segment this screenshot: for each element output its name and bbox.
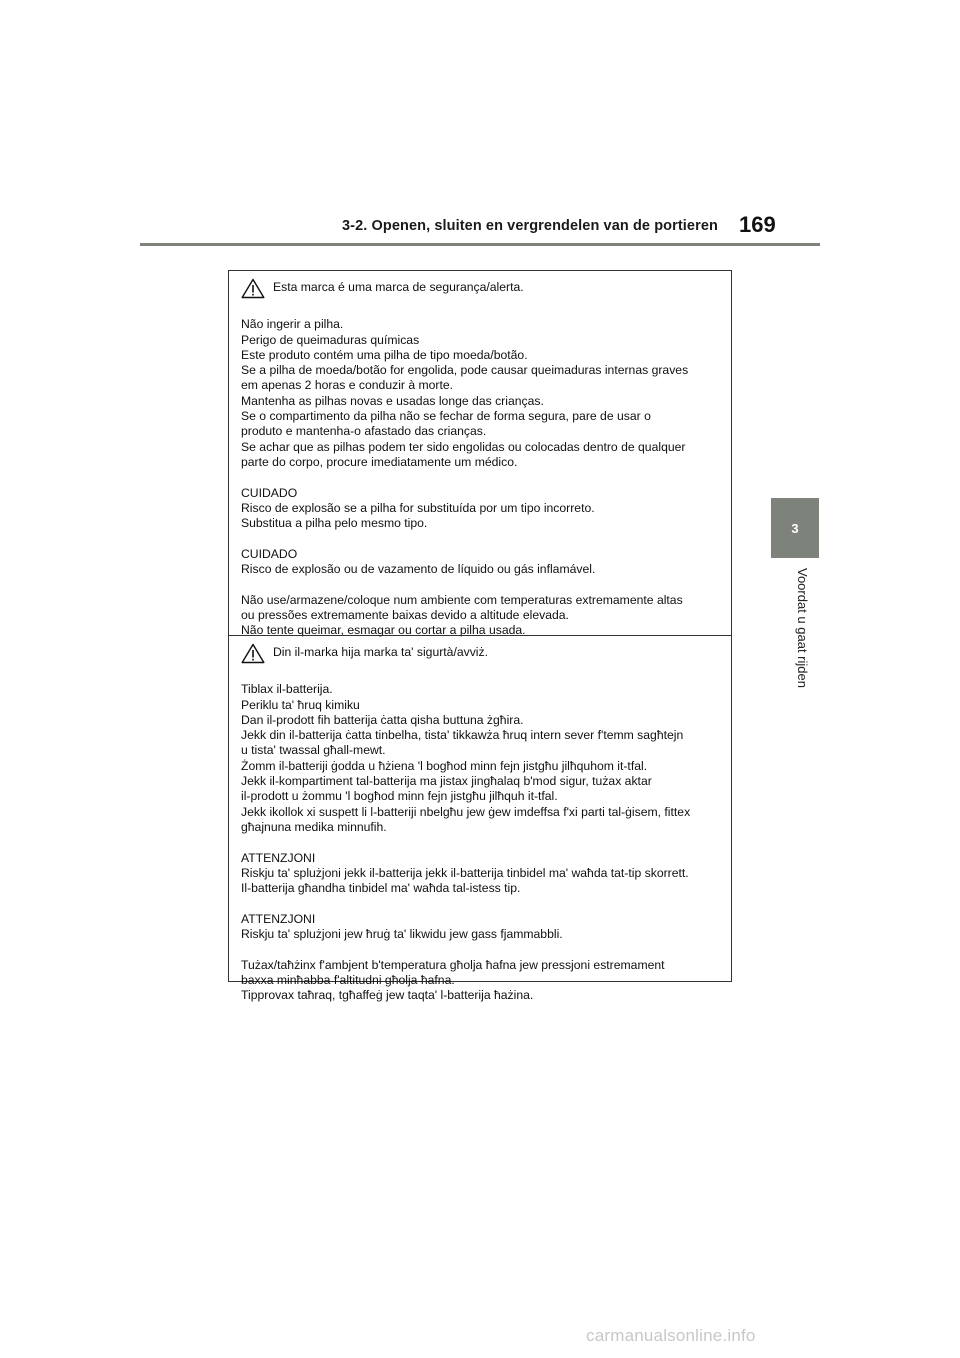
text-line: Se o compartimento da pilha não se fechar de forma segura, pare de usar o [241,409,651,424]
text-line: CUIDADO [241,485,298,500]
warning-heading [241,274,715,302]
text-line: Substitua a pilha pelo mesmo tipo. [241,516,428,531]
text-line: em apenas 2 horas e conduzir à morte. [241,378,454,393]
text-line: ATTENZJONI [241,850,316,865]
warning-heading-text: Din il-marka hija marka ta' sigurtà/avviż. [273,645,488,660]
text-line: Se a pilha de moeda/botão for engolida, pode causar queimaduras internas graves [241,363,689,378]
text-line: għajnuna medika minnufih. [241,819,387,834]
paragraph [241,593,715,639]
text-line: Żomm il-batteriji ġodda u ħżiena 'l bogħod minn fejn jistgħu jilħquhom it-tfal. [241,758,648,773]
warning-triangle-icon [241,643,265,664]
text-line: Jekk ikollok xi suspett li l-batteriji nbelgħu jew ġew imdeffsa f'xi parti tal-ġisem, fittex [241,804,691,819]
text-line: baxxa minħabba f'altitudni għolja ħafna. [241,972,455,987]
text-line: Risco de explosão ou de vazamento de líquido ou gás inflamável. [241,562,596,577]
text-line: Jekk il-kompartiment tal-batterija ma jistax jingħalaq b'mod sigur, tużax aktar [241,774,652,789]
text-line: Risco de explosão se a pilha for substituída por um tipo incorreto. [241,500,595,515]
text-line: il-prodott u żommu 'l bogħod minn fejn jistgħu jilħquh it-tfal. [241,789,558,804]
text-line: Não use/armazene/coloque num ambiente com temperaturas extremamente altas [241,592,683,607]
warning-triangle-icon [241,278,265,299]
text-line: Não ingerir a pilha. [241,317,344,332]
text-line: Jekk din il-batterija ċatta tinbelha, tista' tikkawża ħruq intern sever f'temm sagħtejn [241,728,684,743]
text-line: ATTENZJONI [241,911,316,926]
section-title: 3-2. Openen, sluiten en vergrendelen van de portieren [342,218,718,234]
paragraph [241,958,715,1004]
text-line: Tiblax il-batterija. [241,682,333,697]
text-line: Il-batterija għandha tinbidel ma' waħda tal-istess tip. [241,881,521,896]
chapter-tab[interactable] [771,498,819,558]
paragraph [241,682,715,835]
text-line: CUIDADO [241,546,298,561]
text-line: u tista' twassal għall-mewt. [241,743,386,758]
warning-panel-maltese [228,635,732,1003]
paragraph [241,317,715,470]
chapter-number: 3 [791,520,799,536]
page-number: 169 [739,212,776,237]
text-line: Tużax/taħżinx f'ambjent b'temperatura għolja ħafna jew pressjoni estremament [241,957,665,972]
text-line: Não tente queimar, esmagar ou cortar a pilha usada. [241,623,526,638]
text-line: Perigo de queimaduras químicas [241,332,420,347]
text-line: Se achar que as pilhas podem ter sido engolidas ou colocadas dentro de qualquer [241,439,686,454]
header-rule [140,243,820,246]
footer-watermark[interactable]: carmanualsonline.info [586,1326,756,1345]
text-line: Mantenha as pilhas novas e usadas longe das crianças. [241,393,544,408]
text-line: Periklu ta' ħruq kimiku [241,697,360,712]
text-line: Este produto contém uma pilha de tipo moeda/botão. [241,347,528,362]
text-line: Tipprovax taħraq, tgħaffeġ jew taqta' l-batterija ħażina. [241,988,534,1003]
text-line: ou pressões extremamente baixas devido a altitude elevada. [241,607,569,622]
paragraph [241,851,715,897]
warning-heading-text: Esta marca é uma marca de segurança/alerta. [273,280,524,295]
text-line: produto e mantenha-o afastado das crianças. [241,424,487,439]
warning-heading [241,639,715,667]
warning-panel-portuguese [228,270,732,636]
text-line: Riskju ta' splużjoni jew ħruġ ta' likwidu jew gass fjammabbli. [241,927,563,942]
paragraph [241,486,715,532]
chapter-title: Voordat u gaat rijden [795,568,810,688]
paragraph [241,547,715,578]
paragraph [241,912,715,943]
text-line: Riskju ta' splużjoni jekk il-batterija jekk il-batterija tinbidel ma' waħda tat-tip skorrett. [241,865,689,880]
text-line: Dan il-prodott fih batterija ċatta qisha buttuna żgħira. [241,712,524,727]
text-line: parte do corpo, procure imediatamente um médico. [241,454,518,469]
